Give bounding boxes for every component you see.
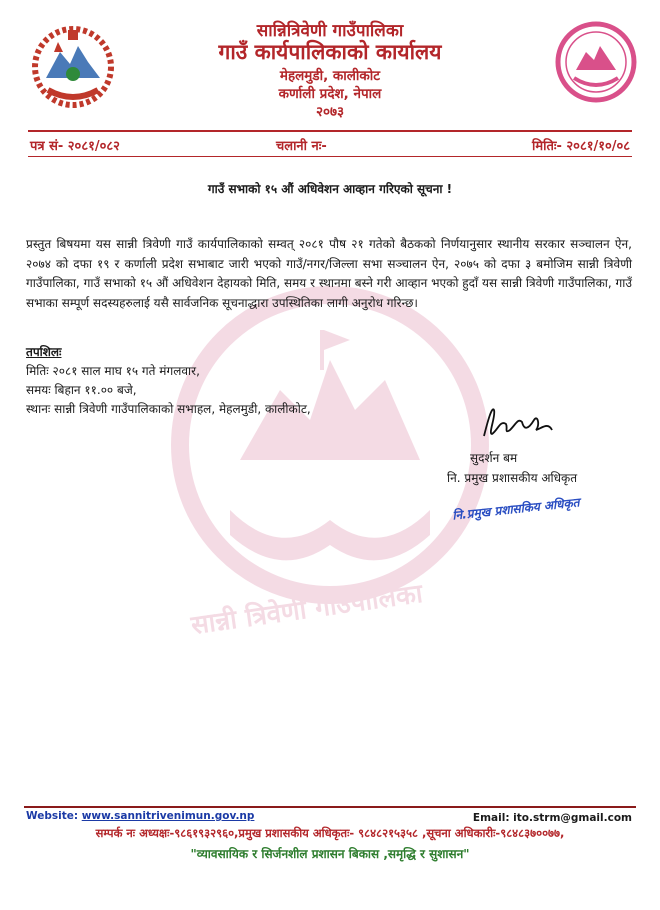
address-line: मेहलमुडी, कालीकोट <box>279 68 381 84</box>
municipality-name: सान्नित्रिवेणी गाउँपालिका <box>256 21 404 41</box>
header-divider-bottom <box>28 156 632 157</box>
footer-divider <box>24 806 636 808</box>
province-line: कर्णाली प्रदेश, नेपाल <box>278 86 382 102</box>
notice-subject: गाउँ सभाको १५ औं अधिवेशन आव्हान गरिएको सूचना ! <box>207 182 453 196</box>
website-link[interactable]: www.sannitrivenimun.gov.np <box>81 810 255 822</box>
details-heading: तपशिलः <box>26 345 62 359</box>
signature <box>478 400 558 444</box>
footer-slogan: "व्यावसायिक र सिर्जनशील प्रशासन बिकास ,समृद्धि र सुशासन" <box>190 847 470 861</box>
watermark-text: सान्नी त्रिवेणी गाउँपालिका <box>189 578 425 642</box>
watermark-emblem-icon <box>170 270 490 640</box>
watermark <box>170 270 490 640</box>
meeting-date: मितिः २०८१ साल माघ १५ गते मंगलवार, <box>26 364 200 378</box>
footer-website <box>26 810 254 822</box>
signatory-name: सुदर्शन बम <box>470 451 518 465</box>
established-year: २०७३ <box>315 104 345 120</box>
meeting-place: स्थानः सान्नी त्रिवेणी गाउँपालिकाको सभाहल, मेहलमुडी, कालीकोट, <box>26 402 311 416</box>
header-divider-top <box>28 130 632 132</box>
letter-number: पत्र सं- २०८१/०८२ <box>30 139 120 154</box>
office-name: गाउँ कार्यपालिकाको कार्यालय <box>218 40 442 64</box>
official-stamp: नि.प्रमुख प्रशासकिय अधिकृत <box>451 495 581 523</box>
handwritten-signature-icon <box>478 400 558 444</box>
dispatch-number: चलानी नः- <box>276 139 327 154</box>
signatory-title: नि. प्रमुख प्रशासकीय अधिकृत <box>447 471 578 485</box>
meeting-time: समयः बिहान ११.०० बजे, <box>26 383 137 397</box>
website-label: Website: <box>26 810 79 822</box>
footer-email[interactable]: Email: ito.strm@gmail.com <box>472 812 632 824</box>
notice-body: प्रस्तुत बिषयमा यस सान्नी त्रिवेणी गाउँ कार्यपालिकाको सम्वत् २०८१ पौष २१ गतेको बैठकको निर्णयानुसार स्थानीय सरकार सञ्चालन ऐन, २०७४ को दफा १९ र कर्णाली प्रदेश सभाबाट जारी भएको गाउँ/नगर/जिल्ला सभा सञ्चालन ऐन, २०७५ को दफा ३ बमोजिम सान्नी त्रिवेणी गाउँपालिका, गाउँ सभाको १५ औं अधिवेशन देहायको मिति, समय र स्थानमा बस्ने गरी आव्हान भएको हुदाँ यस सान्नी त्रिवेणी गाउँपालिका, गाउँ सभाका सम्पूर्ण सदस्यहरुलाई यसै सार्वजनिक सूचनाद्धारा उपस्थितिका लागी अनुरोध गरिन्छ। <box>26 237 632 310</box>
letter-date: मितिः- २०८१/१०/०८ <box>531 139 630 154</box>
footer-contact: सम्पर्क नः अध्यक्षः-९८६१९३२९६०,प्रमुख प्रशासकीय अधिकृतः- ९८४८२१५३५८ ,सूचना अधिकारीः-९८४८३७००७७, <box>95 826 565 840</box>
